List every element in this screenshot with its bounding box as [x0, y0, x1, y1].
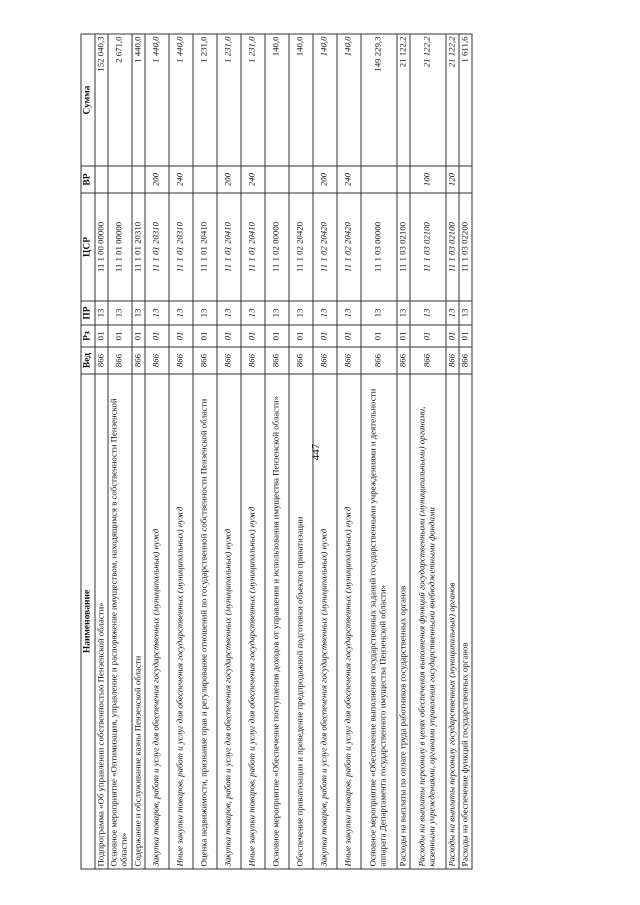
cell-pr: 13: [240, 301, 264, 325]
cell-name: Иные закупки товаров, работ и услуг для обеспечения государственных (муниципальных) нужд: [168, 374, 192, 869]
cell-vr: [192, 166, 216, 193]
page-number: 447: [310, 443, 322, 461]
cell-csr: 11 1 03 02100: [396, 193, 409, 301]
cell-rz: 01: [131, 325, 144, 347]
table-row: [94, 34, 107, 869]
cell-csr: 11 1 01 20310: [131, 193, 144, 301]
cell-vr: [107, 166, 131, 193]
cell-csr: 11 1 03 02100: [409, 193, 445, 301]
cell-name: Закупка товаров, работ и услуг для обеспечения государственных (муниципальных) нужд: [312, 374, 336, 869]
table-row: [240, 34, 264, 869]
cell-ved: 866: [240, 347, 264, 374]
cell-rz: 01: [445, 325, 458, 347]
cell-vr: [264, 166, 288, 193]
cell-name: Расходы на выплаты персоналу государственных (муниципальных) органов: [445, 374, 458, 869]
cell-name: Основное мероприятие «Обеспечение выполнения государственных заданий государственными учреждениями и деятельности аппарата Департамента государственного имущества Пензенской области»: [360, 374, 396, 869]
cell-sum: 152 040,3: [94, 34, 107, 166]
cell-pr: 13: [288, 301, 312, 325]
rotated-budget-table-container: [80, 35, 560, 870]
cell-name: Обеспечение приватизации и проведение предпродажной подготовки объектов приватизации: [288, 374, 312, 869]
table-row: [409, 34, 445, 869]
cell-csr: 11 1 02 00000: [264, 193, 288, 301]
header-name: Наименование: [81, 374, 95, 869]
cell-name: Подпрограмма «Об управлении собственностью Пензенской области»: [94, 374, 107, 869]
cell-vr: [131, 166, 144, 193]
cell-csr: 11 1 01 20410: [216, 193, 240, 301]
cell-ved: 866: [458, 347, 471, 374]
cell-rz: 01: [396, 325, 409, 347]
cell-vr: [396, 166, 409, 193]
header-ved: Вед: [81, 347, 95, 374]
table-row: [131, 34, 144, 869]
cell-csr: 11 1 03 00000: [360, 193, 396, 301]
cell-sum: 140,0: [288, 34, 312, 166]
cell-pr: 13: [445, 301, 458, 325]
cell-sum: 1 440,0: [144, 34, 168, 166]
cell-sum: 2 671,0: [107, 34, 131, 166]
cell-csr: 11 1 03 02100: [445, 193, 458, 301]
cell-pr: 13: [312, 301, 336, 325]
cell-ved: 866: [445, 347, 458, 374]
table-row: [396, 34, 409, 869]
table-row: [360, 34, 396, 869]
cell-sum: 21 122,2: [409, 34, 445, 166]
cell-ved: 866: [144, 347, 168, 374]
cell-sum: 21 122,2: [396, 34, 409, 166]
cell-pr: 13: [216, 301, 240, 325]
cell-csr: 11 1 01 00000: [107, 193, 131, 301]
cell-sum: 149 229,3: [360, 34, 396, 166]
cell-name: Основное мероприятие «Обеспечение поступления доходов от управления и использования имущества Пензенской области»: [264, 374, 288, 869]
cell-name: Закупка товаров, работ и услуг для обеспечения государственных (муниципальных) нужд: [216, 374, 240, 869]
cell-sum: 1 611,6: [458, 34, 471, 166]
cell-ved: 866: [396, 347, 409, 374]
table-row: [144, 34, 168, 869]
cell-pr: 13: [360, 301, 396, 325]
table-row: [192, 34, 216, 869]
table-row: [264, 34, 288, 869]
cell-rz: 01: [312, 325, 336, 347]
cell-vr: [94, 166, 107, 193]
cell-name: Расходы на обеспечение функций государственных органов: [458, 374, 471, 869]
cell-sum: 140,0: [264, 34, 288, 166]
table-row: [216, 34, 240, 869]
cell-name: Закупка товаров, работ и услуг для обеспечения государственных (муниципальных) нужд: [144, 374, 168, 869]
table-header-row: [81, 34, 95, 869]
cell-ved: 866: [288, 347, 312, 374]
cell-csr: 11 1 01 20410: [192, 193, 216, 301]
cell-vr: 200: [216, 166, 240, 193]
cell-pr: 13: [107, 301, 131, 325]
table-row: [288, 34, 312, 869]
cell-rz: 01: [240, 325, 264, 347]
table-row: [458, 34, 471, 869]
header-rz: Рз: [81, 325, 95, 347]
cell-name: Расходы на выплаты по оплате труда работников государственных органов: [396, 374, 409, 869]
cell-sum: 1 440,0: [131, 34, 144, 166]
cell-ved: 866: [216, 347, 240, 374]
cell-vr: [360, 166, 396, 193]
cell-rz: 01: [409, 325, 445, 347]
cell-csr: 11 1 00 00000: [94, 193, 107, 301]
cell-csr: 11 1 02 20420: [336, 193, 360, 301]
cell-ved: 866: [312, 347, 336, 374]
cell-vr: 200: [312, 166, 336, 193]
budget-table: [80, 34, 472, 870]
cell-vr: 240: [240, 166, 264, 193]
cell-sum: 1 231,0: [240, 34, 264, 166]
cell-pr: 13: [168, 301, 192, 325]
cell-rz: 01: [192, 325, 216, 347]
cell-rz: 01: [458, 325, 471, 347]
cell-rz: 01: [264, 325, 288, 347]
cell-vr: 240: [336, 166, 360, 193]
cell-sum: 1 231,0: [192, 34, 216, 166]
cell-sum: 21 122,2: [445, 34, 458, 166]
table-row: [312, 34, 336, 869]
cell-sum: 140,0: [336, 34, 360, 166]
cell-ved: 866: [168, 347, 192, 374]
table-row: [336, 34, 360, 869]
cell-csr: 11 1 01 20410: [240, 193, 264, 301]
cell-ved: 866: [107, 347, 131, 374]
cell-pr: 13: [396, 301, 409, 325]
cell-vr: 200: [144, 166, 168, 193]
cell-vr: [458, 166, 471, 193]
cell-csr: 11 1 01 20310: [144, 193, 168, 301]
table-row: [107, 34, 131, 869]
cell-sum: 1 231,0: [216, 34, 240, 166]
cell-pr: 13: [264, 301, 288, 325]
cell-rz: 01: [216, 325, 240, 347]
cell-vr: 120: [445, 166, 458, 193]
cell-ved: 866: [131, 347, 144, 374]
cell-ved: 866: [264, 347, 288, 374]
cell-ved: 866: [192, 347, 216, 374]
cell-ved: 866: [409, 347, 445, 374]
cell-ved: 866: [94, 347, 107, 374]
cell-rz: 01: [168, 325, 192, 347]
cell-name: Содержание и обслуживание казны Пензенской области: [131, 374, 144, 869]
cell-ved: 866: [336, 347, 360, 374]
cell-rz: 01: [360, 325, 396, 347]
cell-ved: 866: [360, 347, 396, 374]
cell-pr: 13: [131, 301, 144, 325]
cell-vr: 100: [409, 166, 445, 193]
cell-rz: 01: [94, 325, 107, 347]
cell-csr: 11 1 02 20420: [312, 193, 336, 301]
table-row: [445, 34, 458, 869]
cell-csr: 11 1 02 20420: [288, 193, 312, 301]
header-sum: Сумма: [81, 34, 95, 166]
cell-pr: 13: [192, 301, 216, 325]
cell-vr: 240: [168, 166, 192, 193]
cell-csr: 11 1 01 20310: [168, 193, 192, 301]
cell-sum: 140,0: [312, 34, 336, 166]
cell-pr: 13: [94, 301, 107, 325]
cell-rz: 01: [288, 325, 312, 347]
cell-rz: 01: [107, 325, 131, 347]
cell-pr: 13: [144, 301, 168, 325]
cell-rz: 01: [336, 325, 360, 347]
cell-vr: [288, 166, 312, 193]
cell-name: Расходы на выплаты персоналу в целях обеспечения выполнения функций государственными (муниципальными) органами, казенными учреждениями, органами управления государственными внебюджетными фондами: [409, 374, 445, 869]
cell-name: Иные закупки товаров, работ и услуг для обеспечения государственных (муниципальных) нужд: [336, 374, 360, 869]
cell-rz: 01: [144, 325, 168, 347]
table-row: [168, 34, 192, 869]
header-csr: ЦСР: [81, 193, 95, 301]
cell-name: Иные закупки товаров, работ и услуг для обеспечения государственных (муниципальных) нужд: [240, 374, 264, 869]
header-pr: ПР: [81, 301, 95, 325]
cell-pr: 13: [409, 301, 445, 325]
header-vr: ВР: [81, 166, 95, 193]
cell-sum: 1 440,0: [168, 34, 192, 166]
cell-pr: 13: [458, 301, 471, 325]
cell-pr: 13: [336, 301, 360, 325]
cell-name: Основное мероприятие «Оптимизация, управление и распоряжение имуществом, находящимся в собственности Пензенской области»: [107, 374, 131, 869]
cell-name: Оценка недвижимости, признание прав и регулирование отношений по государственной собственности Пензенской области: [192, 374, 216, 869]
cell-csr: 11 1 03 02200: [458, 193, 471, 301]
